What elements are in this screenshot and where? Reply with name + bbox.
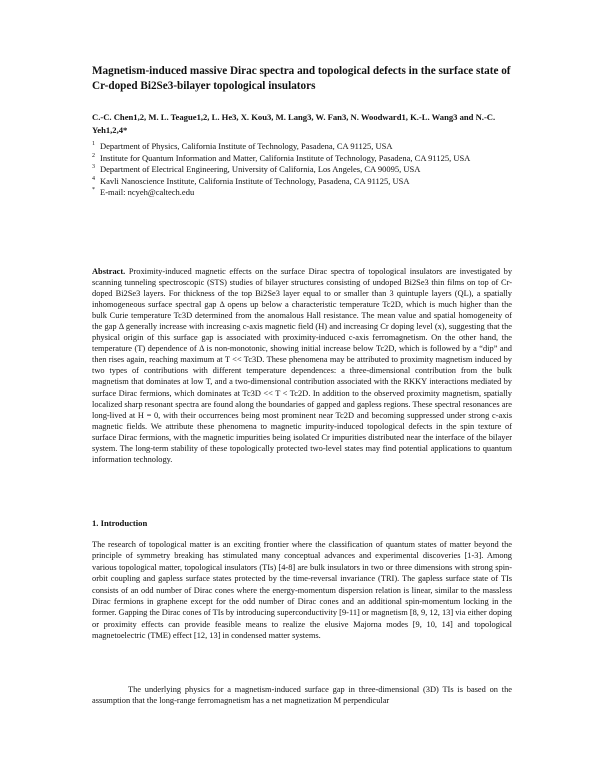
intro-paragraph-1: The research of topological matter is an exciting frontier where the classification of quantum states of matter beyond the principle of symmetry breaking has stimulated many conceptual advances and experimental discoveries [1-3]. Among various topological matter, topological insulators (TIs) [4-8] are bulk insulators in two or three dimensions with strong spin-orbit coupling and gapless surface states protected by the time-reversal invariance (TRI). The gapless surface state of TIs consists of an odd number of Dirac cones where the energy-momentum dispersion relation is linear, similar to the massless Dirac fermions in graphene except for the odd number of Dirac cones and an additional spin-momentum locking in the former. Gapping the Dirac cones of TIs by introducing superconductivity [9-11] or magnetism [8, 9, 12, 13] via either doping or proximity effects can provide feasible means to realize the elusive Majorna modes [9, 10, 14] and topological magnetoelectric (TME) effect [12, 13] in condensed matter systems. [92, 540, 512, 641]
abstract-text: Proximity-induced magnetic effects on the surface Dirac spectra of topological insulators are investigated by scanning tunneling spectroscopic (STS) studies of bilayer structures consisting of undoped Bi2Se3 thin films on top of Cr-doped Bi2Se3 layers. For thickness of the top Bi2Se3 layer equal to or smaller than 3 quintuple layers (QL), a spatially inhomogeneous surface spectral gap Δ opens up below a characteristic temperature Tc2D, which is much higher than the bulk Curie temperature Tc3D determined from the anomalous Hall resistance. The mean value and spatial homogeneity of the gap Δ generally increase with increasing c-axis magnetic field (H) and increasing Cr doping level (x), suggesting that the physical origin of this surface gap is associated with proximity-induced c-axis ferromagnetism. On the other hand, the temperature (T) dependence of Δ is non-monotonic, showing initial increase below Tc2D, which is followed by a “dip” and then rises again, reaching maximum at T << Tc3D. These phenomena may be attributed to proximity magnetism induced by two types of contributions with different temperature dependences: a three-dimensional contribution from the bulk magnetism that dominates at low T, and a two-dimensional contribution associated with the RKKY interactions mediated by surface Dirac fermions, which dominates at Tc3D << T < Tc2D. In addition to the observed proximity magnetism, spatially localized sharp resonant spectra are found along the boundaries of gapped and gapless regions. These spectral resonances are long-lived at H = 0, with their occurrences being most prominent near Tc2D and becoming suppressed under strong c-axis magnetic fields. We attribute these phenomena to magnetic impurity-induced topological defects in the spin texture of surface Dirac fermions, with the magnetic impurities being isolated Cr impurities distributed near the interface of the bilayer system. The long-term stability of these topologically protected two-level states may find potential applications to quantum information technology. [92, 267, 513, 464]
affiliation-text: Department of Physics, California Institute of Technology, Pasadena, CA 91125, USA [100, 141, 393, 151]
author-list: C.-C. Chen1,2, M. L. Teague1,2, L. He3, X. Kou3, M. Lang3, W. Fan3, N. Woodward1, K.-L. Wang3 and N.-C. Yeh1,2,4* [92, 112, 496, 135]
abstract-label: Abstract. [92, 267, 126, 276]
affiliation-mark: 1 [92, 141, 95, 147]
email-line [92, 187, 522, 199]
affiliation-mark: * [92, 187, 95, 194]
section-heading: 1. Introduction [92, 518, 148, 528]
affiliation-text: Institute for Quantum Information and Matter, California Institute of Technology, Pasadena, CA 91125, USA [100, 152, 471, 163]
intro-paragraph-2: The underlying physics for a magnetism-induced surface gap in three-dimensional (3D) TIs is based on the assumption that the long-range ferromagnetism has a net magnetization M perpendicular [92, 685, 512, 706]
paper-title: Magnetism-induced massive Dirac spectra and topological defects in the surface state of Cr-doped Bi2Se3-bilayer topological insulators [92, 65, 511, 92]
email-text: E-mail: ncyeh@caltech.edu [100, 187, 195, 198]
affiliation-item [92, 153, 522, 165]
affiliation-item [92, 141, 522, 153]
affiliation-item [92, 164, 522, 176]
affiliation-text: Kavli Nanoscience Institute, California Institute of Technology, Pasadena, CA 91125, USA [100, 175, 410, 186]
abstract [92, 266, 512, 465]
affiliation-list [92, 141, 522, 199]
affiliation-mark: 2 [92, 152, 95, 159]
affiliation-item [92, 176, 522, 188]
affiliation-text: Department of Electrical Engineering, University of California, Los Angeles, CA 90095, USA [100, 164, 421, 175]
affiliation-mark: 3 [92, 164, 95, 171]
affiliation-mark: 4 [92, 175, 95, 182]
